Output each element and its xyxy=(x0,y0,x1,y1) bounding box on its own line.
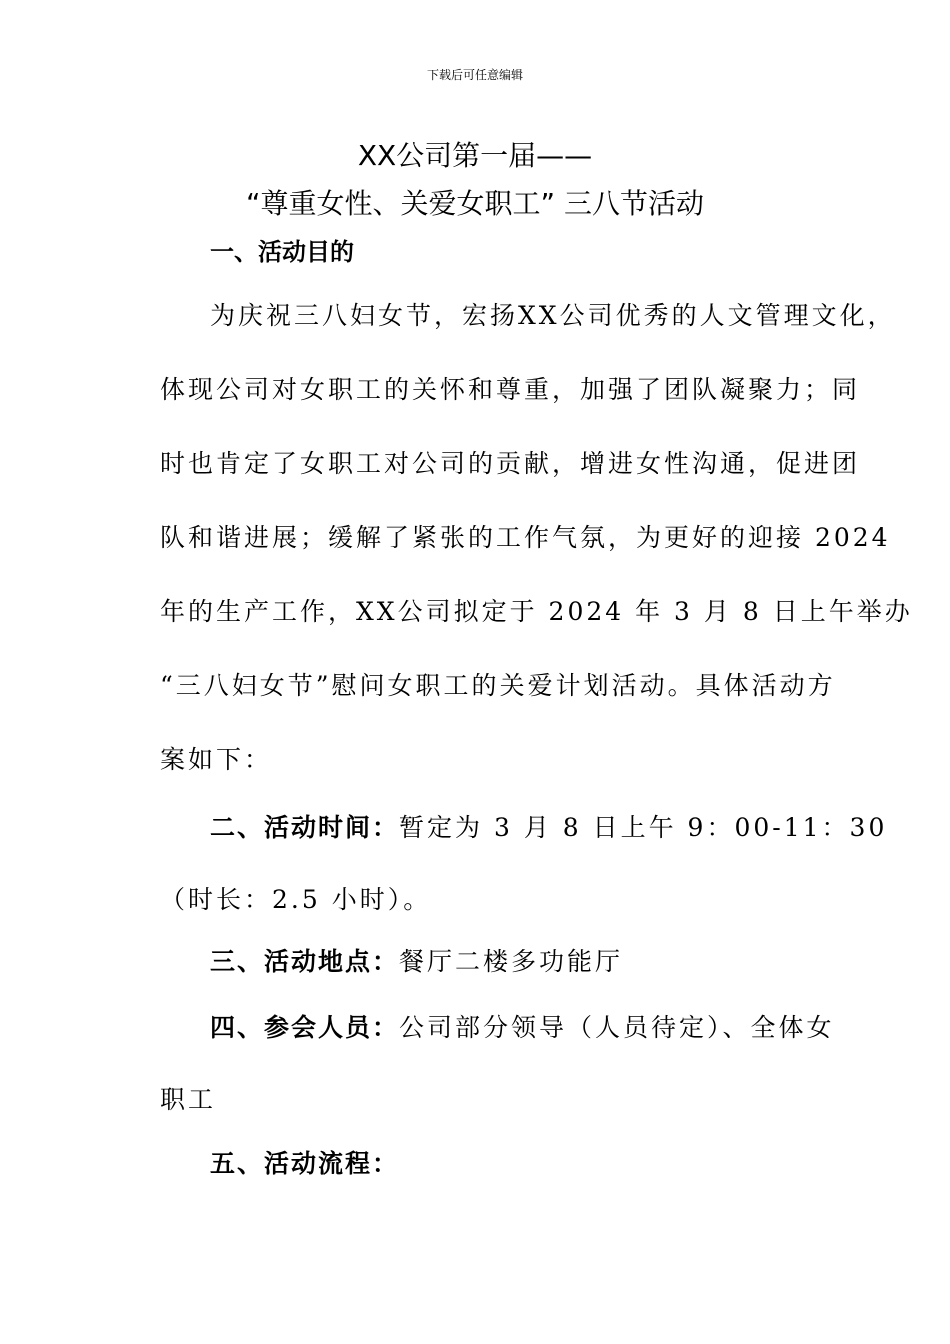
paragraph-line: 年的生产工作，XX公司拟定于 2024 年 3 月 8 日上午举办 xyxy=(160,597,913,626)
paragraph-line: 为庆祝三八妇女节，宏扬XX公司优秀的人文管理文化， xyxy=(210,301,896,330)
section-2-continuation: （时长：2.5 小时）。 xyxy=(160,885,432,914)
title-line-1: XX公司第一届—— xyxy=(357,139,593,172)
section-2-value: 暂定为 3 月 8 日上午 9：00-11：30 xyxy=(399,813,888,842)
paragraph-line: “三八妇女节”慰问女职工的关爱计划活动。具体活动方 xyxy=(160,671,836,700)
section-2-line xyxy=(210,808,887,844)
section-1-heading: 一、活动目的 xyxy=(210,238,354,266)
paragraph-line: 时也肯定了女职工对公司的贡献，增进女性沟通，促进团 xyxy=(160,449,861,478)
section-5-label: 五、活动流程： xyxy=(210,1149,400,1178)
header-note: 下载后可任意编辑 xyxy=(426,68,523,82)
section-2-label: 二、活动时间： xyxy=(210,813,400,842)
paragraph-line: 体现公司对女职工的关怀和尊重，加强了团队凝聚力；同 xyxy=(160,375,861,404)
section-4-value: 公司部分领导（人员待定）、全体女 xyxy=(399,1013,835,1042)
section-3-value: 餐厅二楼多功能厅 xyxy=(399,947,624,976)
paragraph-line: 队和谐进展；缓解了紧张的工作气氛，为更好的迎接 2024 xyxy=(160,523,891,552)
section-3-label: 三、活动地点： xyxy=(210,947,400,976)
section-4-continuation: 职工 xyxy=(160,1085,217,1114)
section-4-label: 四、参会人员： xyxy=(210,1013,400,1042)
title-line-2: “尊重女性、关爱女职工” 三八节活动 xyxy=(246,187,704,220)
section-4-line xyxy=(210,1008,835,1044)
paragraph-line: 案如下： xyxy=(160,745,273,774)
section-3-line xyxy=(210,942,623,978)
section-5-line xyxy=(210,1144,399,1180)
